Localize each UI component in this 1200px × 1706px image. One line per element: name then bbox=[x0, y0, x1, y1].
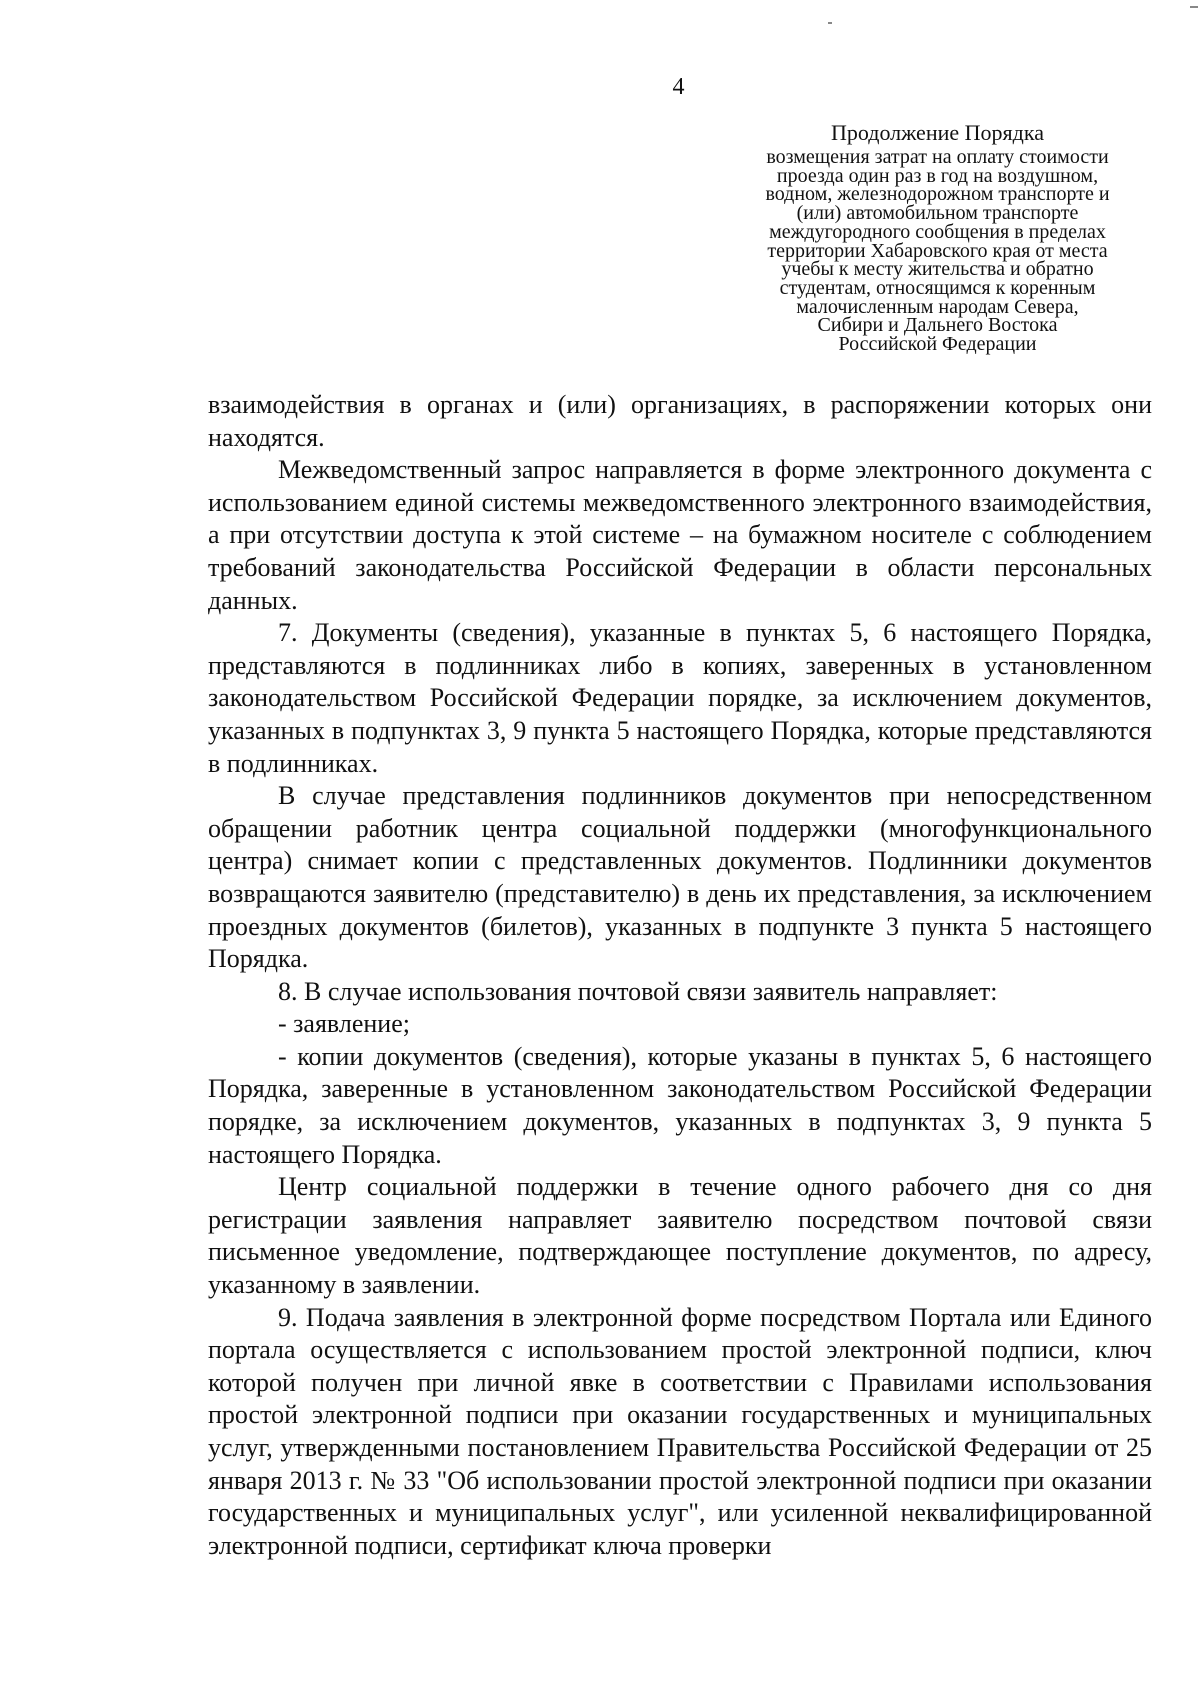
paragraph: В случае представления подлинников документов при непосредственном обращении работник центра социальной поддержки (многофункционального центра) снимает копии с представленных документов. Подлинники документов возвращаются заявителю (представителю) в день их представления, за исключением проездных документов (билетов), указанных в подпункте 3 пункта 5 настоящего Порядка. bbox=[208, 781, 1152, 974]
paragraph: взаимодействия в органах и (или) организациях, в распоряжении которых они находятся. bbox=[208, 390, 1152, 452]
header-line: малочисленным народам Севера, bbox=[796, 295, 1079, 318]
paragraph: Центр социальной поддержки в течение одного рабочего дня со дня регистрации заявления направляет заявителю посредством почтовой связи письменное уведомление, подтверждающее поступление документов, по адресу, указанному в заявлении. bbox=[208, 1172, 1152, 1300]
header-line: (или) автомобильном транспорте bbox=[796, 202, 1079, 225]
header-line: Сибири и Дальнего Востока bbox=[817, 314, 1058, 337]
header-line: возмещения затрат на оплату стоимости bbox=[766, 146, 1109, 168]
header-title: Продолжение Порядка bbox=[831, 120, 1044, 145]
header-line: Российской Федерации bbox=[838, 333, 1037, 356]
paragraph: Межведомственный запрос направляется в форме электронного документа с использованием единой системы межведомственного электронного взаимодействия, а при отсутствии доступа к этой системе – на бумажном носителе с соблюдением требований законодательства Российской Федерации в области персональных данных. bbox=[208, 455, 1152, 615]
paragraph: 8. В случае использования почтовой связи заявитель направляет: bbox=[278, 976, 998, 1006]
header-line: междугородного сообщения в пределах bbox=[769, 220, 1106, 243]
document-header bbox=[725, 120, 1150, 354]
document-body bbox=[208, 389, 1152, 1562]
scan-speck bbox=[1190, 6, 1198, 8]
header-line: водном, железнодорожном транспорте и bbox=[765, 183, 1110, 206]
paragraph: 7. Документы (сведения), указанные в пунктах 5, 6 настоящего Порядка, представляются в подлинниках либо в копиях, заверенных в установленном законодательством Российской Федерации порядке, за исключением документов, указанных в подпунктах 3, 9 пункта 5 настоящего Порядка, которые представляются в подлинниках. bbox=[208, 618, 1152, 778]
list-item: - заявление; bbox=[278, 1009, 410, 1039]
page-number: 4 bbox=[672, 74, 685, 100]
header-line: студентам, относящимся к коренным bbox=[779, 276, 1096, 299]
header-line: учебы к месту жительства и обратно bbox=[781, 258, 1094, 281]
header-line: территории Хабаровского края от места bbox=[767, 239, 1108, 262]
paragraph: 9. Подача заявления в электронной форме посредством Портала или Единого портала осуществляется с использованием простой электронной подписи, ключ которой получен при личной явке в соответствии с Правилами использования простой электронной подписи при оказании государственных и муниципальных услуг, утвержденными постановлением Правительства Российской Федерации от 25 января 2013 г. № 33 "Об использовании простой электронной подписи при оказании государственных и муниципальных услуг", или усиленной неквалифицированной электронной подписи, сертификат ключа проверки bbox=[208, 1302, 1152, 1560]
scan-speck bbox=[828, 22, 832, 24]
list-item: - копии документов (сведения), которые указаны в пунктах 5, 6 настоящего Порядка, заверенные в установленном законодательством Российской Федерации порядке, за исключением документов, указанных в подпунктах 3, 9 пункта 5 настоящего Порядка. bbox=[208, 1041, 1152, 1169]
header-line: проезда один раз в год на воздушном, bbox=[776, 164, 1099, 187]
